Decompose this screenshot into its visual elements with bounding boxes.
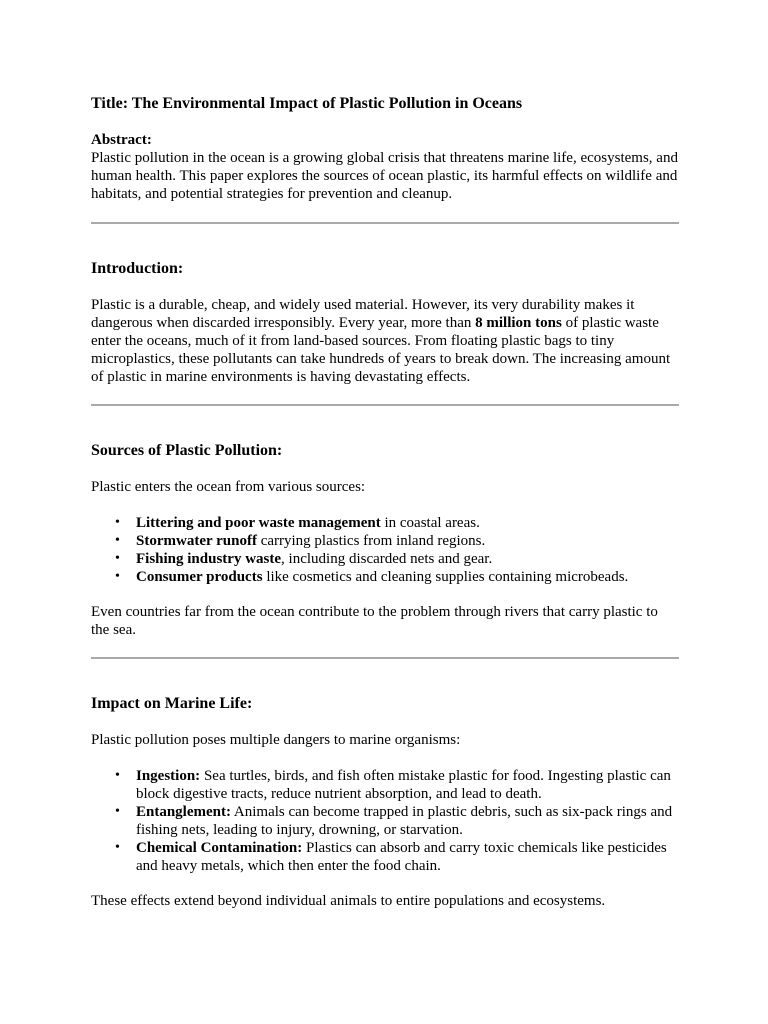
- list-item-text: Sea turtles, birds, and fish often mistake plastic for food. Ingesting plastic can block digestive tracts, reduce nutrient absorption, and lead to death.: [136, 768, 671, 802]
- list-item: [136, 568, 679, 586]
- list-item: [136, 767, 679, 803]
- sources-intro: Plastic enters the ocean from various sources:: [91, 479, 366, 495]
- list-item: [136, 839, 679, 875]
- list-item-bold: Entanglement:: [136, 804, 231, 820]
- list-item-bold: Fishing industry waste: [136, 551, 282, 567]
- impact-list: [91, 767, 679, 875]
- document-body: [91, 94, 679, 910]
- introduction-paragraph: [91, 296, 679, 386]
- list-item-text: in coastal areas.: [380, 515, 480, 531]
- list-item: [136, 514, 679, 532]
- list-item: [136, 803, 679, 839]
- introduction-text-after: of plastic waste enter the oceans, much of it from land-based sources. From floating plastic bags to tiny microplastics, these pollutants can take hundreds of years to break down. The increasing amount of plastic in marine environments is having devastating effects.: [91, 315, 671, 385]
- section-divider: [91, 404, 679, 406]
- section-divider: [91, 222, 679, 224]
- document-title: Title: The Environmental Impact of Plastic Pollution in Oceans: [91, 95, 523, 112]
- list-item-text: Animals can become trapped in plastic debris, such as six-pack rings and fishing nets, leading to injury, drowning, or starvation.: [136, 804, 673, 838]
- sources-list: [91, 514, 679, 586]
- introduction-heading: Introduction:: [91, 260, 184, 277]
- list-item-text: like cosmetics and cleaning supplies containing microbeads.: [262, 569, 629, 585]
- introduction-bold-figure: 8 million tons: [475, 315, 562, 331]
- abstract-label: Abstract:: [91, 132, 152, 148]
- list-item: [136, 550, 679, 568]
- list-item-text: carrying plastics from inland regions.: [256, 533, 486, 549]
- sources-heading: Sources of Plastic Pollution:: [91, 442, 283, 459]
- abstract-section: [91, 131, 679, 203]
- impact-heading: Impact on Marine Life:: [91, 695, 253, 712]
- impact-outro: These effects extend beyond individual animals to entire populations and ecosystems.: [91, 893, 606, 909]
- section-divider: [91, 657, 679, 659]
- list-item-bold: Stormwater runoff: [136, 533, 257, 549]
- list-item-text: , including discarded nets and gear.: [281, 551, 493, 567]
- sources-outro: Even countries far from the ocean contribute to the problem through rivers that carry plastic to the sea.: [91, 604, 658, 638]
- list-item-bold: Chemical Contamination:: [136, 840, 303, 856]
- list-item-bold: Littering and poor waste management: [136, 515, 381, 531]
- impact-intro: Plastic pollution poses multiple dangers to marine organisms:: [91, 732, 461, 748]
- list-item: [136, 532, 679, 550]
- list-item-bold: Ingestion:: [136, 768, 201, 784]
- list-item-text: Plastics can absorb and carry toxic chemicals like pesticides and heavy metals, which then enter the food chain.: [136, 840, 667, 874]
- abstract-text: Plastic pollution in the ocean is a growing global crisis that threatens marine life, ecosystems, and human health. This paper explores the sources of ocean plastic, its harmful effects on wildlife and habitats, and potential strategies for prevention and cleanup.: [91, 150, 678, 202]
- introduction-text-before: Plastic is a durable, cheap, and widely used material. However, its very durability makes it dangerous when discarded irresponsibly. Every year, more than: [91, 297, 635, 331]
- list-item-bold: Consumer products: [136, 569, 263, 585]
